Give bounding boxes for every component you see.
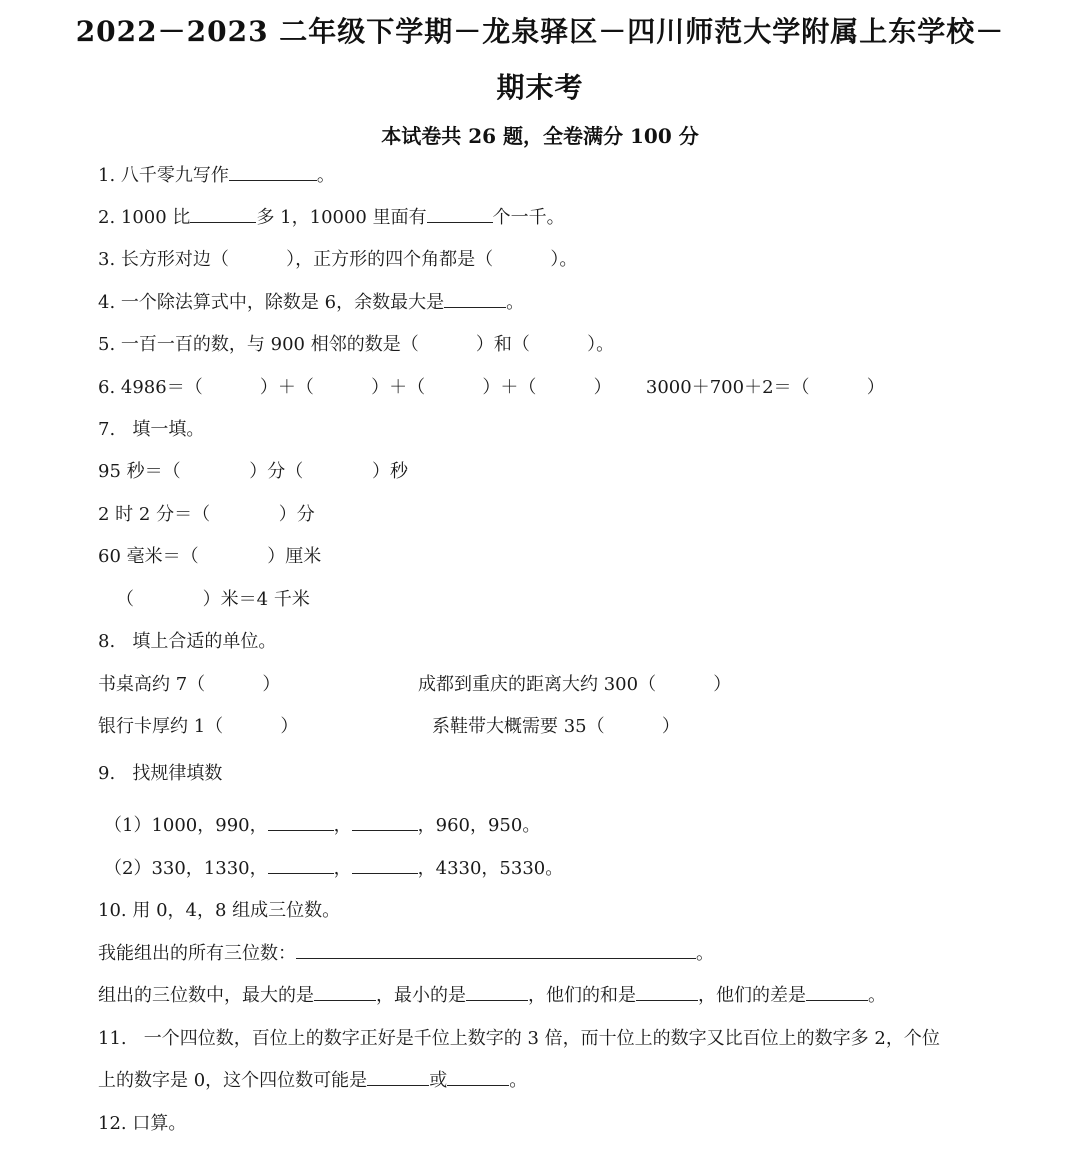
question-7-a: 95 秒＝（ ）分（ ）秒 — [98, 461, 408, 482]
question-2: 2. 1000 比 多 1，10000 里面有 个一千。 — [98, 207, 565, 228]
answer-blank[interactable] — [190, 206, 256, 223]
answer-blank[interactable] — [447, 1069, 509, 1086]
question-11-line1: 11. 一个四位数，百位上的数字正好是千位上数字的 3 倍，而十位上的数字又比百位上的数字多 2，个位 — [98, 1028, 940, 1049]
answer-blank[interactable] — [314, 984, 376, 1001]
answer-blank[interactable] — [444, 291, 506, 308]
answer-blank[interactable] — [268, 814, 334, 831]
question-10: 10. 用 0，4，8 组成三位数。 — [98, 900, 341, 921]
question-3: 3. 长方形对边（ ），正方形的四个角都是（ ）。 — [98, 249, 578, 270]
answer-blank[interactable] — [466, 984, 528, 1001]
answer-blank[interactable] — [806, 984, 868, 1001]
question-9-2: （2）330，1330， ， ，4330，5330。 — [104, 858, 564, 879]
question-4: 4. 一个除法算式中，除数是 6，余数最大是 。 — [98, 292, 525, 313]
question-10-a: 我能组出的所有三位数： 。 — [98, 943, 714, 964]
exam-title-line2: 期末考 — [496, 71, 584, 104]
question-1: 1. 八千零九写作 。 — [98, 165, 335, 186]
answer-blank[interactable] — [427, 206, 493, 223]
answer-blank[interactable] — [352, 857, 418, 874]
question-7: 7. 填一填。 — [98, 419, 205, 440]
question-7-c: 60 毫米＝（ ）厘米 — [98, 546, 322, 567]
answer-blank[interactable] — [352, 814, 418, 831]
question-8-d: 系鞋带大概需要 35（ ） — [432, 716, 680, 737]
answer-blank[interactable] — [296, 942, 696, 959]
question-12: 12. 口算。 — [98, 1113, 187, 1134]
question-8-c: 银行卡厚约 1（ ） — [98, 716, 299, 737]
question-8-b: 成都到重庆的距离大约 300（ ） — [418, 674, 732, 695]
question-7-d: （ ）米＝4 千米 — [116, 589, 310, 610]
question-5: 5. 一百一百的数，与 900 相邻的数是（ ）和（ ）。 — [98, 334, 615, 355]
exam-subtitle: 本试卷共 26 题，全卷满分 100 分 — [381, 124, 699, 148]
question-9: 9. 找规律填数 — [98, 763, 223, 784]
question-7-b: 2 时 2 分＝（ ）分 — [98, 504, 315, 525]
answer-blank[interactable] — [268, 857, 334, 874]
question-8-a: 书桌高约 7（ ） — [98, 674, 281, 695]
question-6: 6. 4986＝（ ）＋（ ）＋（ ）＋（ ） 3000＋700＋2＝（ ） — [98, 377, 885, 398]
exam-title-line1: 2022－2023 二年级下学期－龙泉驿区－四川师范大学附属上东学校－ — [75, 15, 1005, 48]
question-10-b: 组出的三位数中，最大的是 ，最小的是 ，他们的和是 ，他们的差是 。 — [98, 985, 886, 1006]
question-9-1: （1）1000，990， ， ，960，950。 — [104, 815, 541, 836]
answer-blank[interactable] — [229, 164, 317, 181]
answer-blank[interactable] — [636, 984, 698, 1001]
answer-blank[interactable] — [367, 1069, 429, 1086]
question-11-line2: 上的数字是 0，这个四位数可能是 或 。 — [98, 1070, 528, 1091]
question-8: 8. 填上合适的单位。 — [98, 631, 277, 652]
